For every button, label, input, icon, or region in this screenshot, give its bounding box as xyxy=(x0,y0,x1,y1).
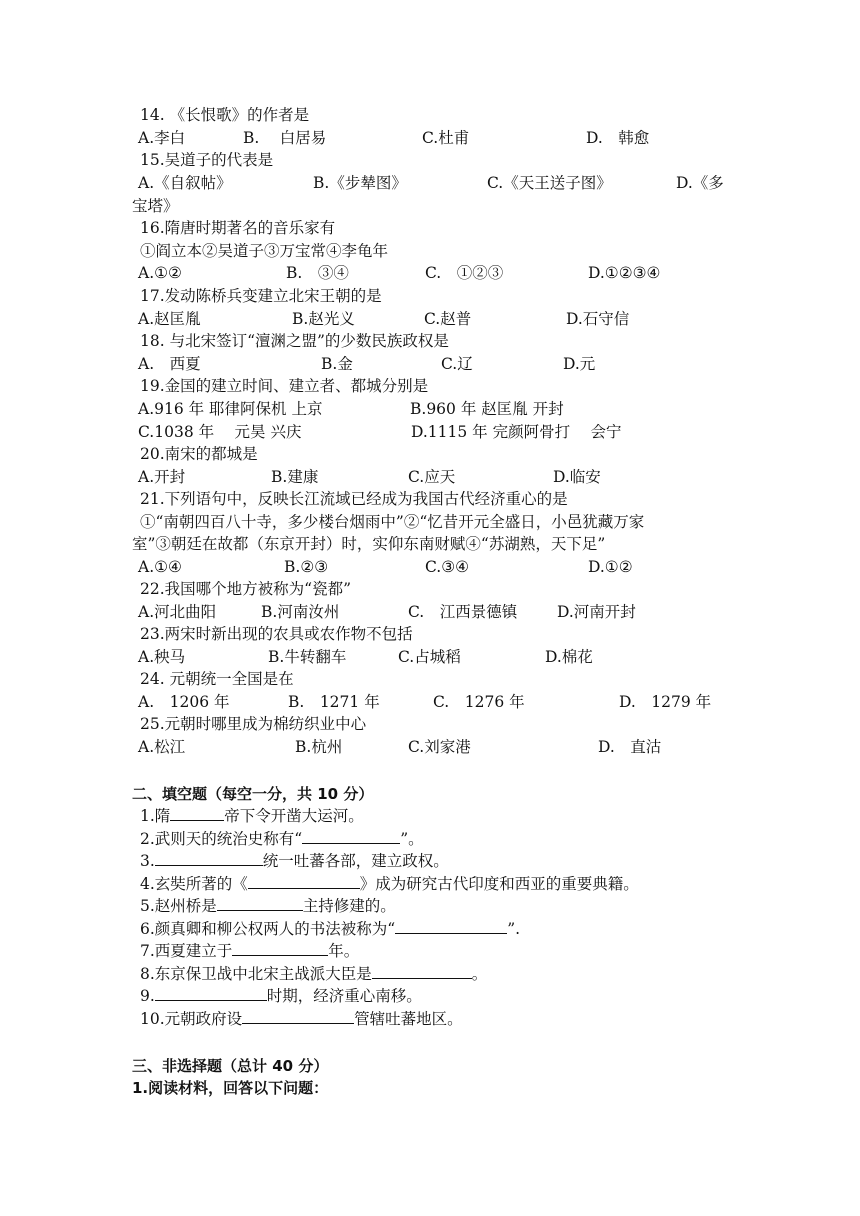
fill-9 xyxy=(140,985,422,1007)
section-2-title: 二、填空题（每空一分，共 10 分） xyxy=(132,785,374,803)
question-15-option-a: A.《自叙帖》 xyxy=(138,174,232,192)
fill-3-text-after: 统一吐蕃各部，建立政权。 xyxy=(262,852,449,870)
question-23-option-c: C.占城稻 xyxy=(398,648,461,666)
section-3-title: 三、非选择题（总计 40 分） xyxy=(132,1057,329,1075)
fill-4-text-before: 4.玄奘所著的《 xyxy=(140,875,248,893)
fill-9-text-before: 9. xyxy=(140,987,155,1005)
fill-10-text-after: 管辖吐蕃地区。 xyxy=(354,1010,463,1028)
fill-2-text-before: 2.武则天的统治史称有“ xyxy=(140,830,303,848)
question-23-option-b: B.牛转翻车 xyxy=(268,648,347,666)
fill-8-text-before: 8.东京保卫战中北宋主战派大臣是 xyxy=(140,965,372,983)
fill-2-text-after: ”。 xyxy=(400,830,424,848)
question-19-option-b: B.960 年 赵匡胤 开封 xyxy=(410,400,564,418)
question-20-option-d: D.临安 xyxy=(553,468,601,486)
question-20-option-b: B.建康 xyxy=(271,468,319,486)
question-14-stem: 14. 《长恨歌》的作者是 xyxy=(140,106,310,124)
fill-9-blank[interactable] xyxy=(155,985,267,1001)
question-21-option-a: A.①④ xyxy=(138,558,182,576)
fill-8-text-after: 。 xyxy=(471,965,488,983)
question-20-stem: 20.南宋的都城是 xyxy=(140,445,258,463)
fill-10-text-before: 10.元朝政府设 xyxy=(140,1010,243,1028)
question-14-option-a: A.李白 xyxy=(138,129,186,147)
fill-5-text-after: 主持修建的。 xyxy=(302,897,396,915)
fill-10-blank[interactable] xyxy=(242,1008,354,1024)
question-24-stem: 24. 元朝统一全国是在 xyxy=(140,670,294,688)
question-24-option-c: C. 1276 年 xyxy=(433,693,525,711)
fill-7-text-after: 年。 xyxy=(328,942,360,960)
question-19-option-d: D.1115 年 完颜阿骨打 会宁 xyxy=(411,423,622,441)
question-25-option-a: A.松江 xyxy=(138,738,186,756)
question-17-stem: 17.发动陈桥兵变建立北宋王朝的是 xyxy=(140,287,382,305)
question-19-option-c: C.1038 年 元昊 兴庆 xyxy=(138,423,302,441)
fill-5-blank[interactable] xyxy=(217,895,303,911)
fill-3-text-before: 3. xyxy=(140,852,155,870)
question-25-option-b: B.杭州 xyxy=(295,738,343,756)
question-21-option-c: C.③④ xyxy=(425,558,470,576)
fill-2 xyxy=(140,828,424,850)
question-18-stem: 18. 与北宋签订“澶渊之盟”的少数民族政权是 xyxy=(140,332,449,350)
question-15-option-b: B.《步辇图》 xyxy=(313,174,407,192)
fill-2-blank[interactable] xyxy=(302,828,400,844)
section-3-question-1: 1.阅读材料，回答以下问题： xyxy=(132,1079,329,1097)
fill-4 xyxy=(140,873,639,895)
fill-6-text-before: 6.颜真卿和柳公权两人的书法被称为“ xyxy=(140,920,396,938)
fill-4-text-after: 》成为研究古代印度和西亚的重要典籍。 xyxy=(359,875,639,893)
question-17-option-b: B.赵光义 xyxy=(292,310,355,328)
fill-8-blank[interactable] xyxy=(372,963,472,979)
fill-6-text-after: ”. xyxy=(507,920,521,938)
question-23-stem: 23.两宋时新出现的农具或农作物不包括 xyxy=(140,625,413,643)
question-23-option-d: D.棉花 xyxy=(545,648,593,666)
question-21-option-d: D.①② xyxy=(588,558,633,576)
question-23-option-a: A.秧马 xyxy=(138,648,186,666)
fill-1-blank[interactable] xyxy=(170,805,224,821)
question-19-stem: 19.金国的建立时间、建立者、都城分别是 xyxy=(140,377,429,395)
question-24-option-d: D. 1279 年 xyxy=(619,693,712,711)
fill-7-text-before: 7.西夏建立于 xyxy=(140,942,233,960)
question-22-stem: 22.我国哪个地方被称为“瓷都” xyxy=(140,580,351,598)
question-15-stem: 15.吴道子的代表是 xyxy=(140,151,274,169)
question-19-option-a: A.916 年 耶律阿保机 上京 xyxy=(138,400,323,418)
question-22-option-c: C. 江西景德镇 xyxy=(408,603,518,621)
question-14-option-c: C.杜甫 xyxy=(422,129,470,147)
fill-8 xyxy=(140,963,487,985)
fill-7 xyxy=(140,940,359,962)
question-17-option-a: A.赵匡胤 xyxy=(138,310,201,328)
question-25-stem: 25.元朝时哪里成为棉纺织业中心 xyxy=(140,715,367,733)
question-17-option-d: D.石守信 xyxy=(566,310,630,328)
question-25-option-c: C.刘家港 xyxy=(408,738,471,756)
question-17-option-c: C.赵普 xyxy=(424,310,472,328)
question-16-option-a: A.①② xyxy=(138,264,182,282)
question-16-stem: 16.隋唐时期著名的音乐家有 xyxy=(140,219,336,237)
fill-6-blank[interactable] xyxy=(395,918,507,934)
question-18-option-a: A. 西夏 xyxy=(138,355,201,373)
question-14-option-b: B. 白居易 xyxy=(243,129,327,147)
fill-10 xyxy=(140,1008,463,1030)
question-15-option-d-wrap: 宝塔》 xyxy=(132,197,179,215)
fill-6 xyxy=(140,918,520,940)
question-16-option-b: B. ③④ xyxy=(286,264,349,282)
question-20-option-c: C.应天 xyxy=(408,468,456,486)
question-18-option-d: D.元 xyxy=(563,355,596,373)
fill-4-blank[interactable] xyxy=(248,873,360,889)
question-16-option-d: D.①②③④ xyxy=(588,264,661,282)
question-16-items: ①阎立本②吴道子③万宝常④李龟年 xyxy=(140,242,389,260)
fill-5-text-before: 5.赵州桥是 xyxy=(140,897,217,915)
fill-7-blank[interactable] xyxy=(232,940,328,956)
question-21-statements-line1: ①“南朝四百八十寺，多少楼台烟雨中”②“忆昔开元全盛日，小邑犹藏万家 xyxy=(140,513,645,531)
question-22-option-b: B.河南汝州 xyxy=(261,603,340,621)
question-22-option-d: D.河南开封 xyxy=(557,603,636,621)
question-15-option-c: C.《天王送子图》 xyxy=(487,174,612,192)
fill-3 xyxy=(140,850,449,872)
question-21-option-b: B.②③ xyxy=(284,558,329,576)
fill-5 xyxy=(140,895,396,917)
question-18-option-c: C.辽 xyxy=(441,355,473,373)
question-24-option-b: B. 1271 年 xyxy=(288,693,380,711)
fill-3-blank[interactable] xyxy=(155,850,263,866)
question-24-option-a: A. 1206 年 xyxy=(138,693,230,711)
question-21-stem: 21.下列语句中，反映长江流域已经成为我国古代经济重心的是 xyxy=(140,490,568,508)
fill-1-text-before: 1.隋 xyxy=(140,807,171,825)
question-25-option-d: D. 直沽 xyxy=(598,738,662,756)
question-18-option-b: B.金 xyxy=(321,355,353,373)
question-20-option-a: A.开封 xyxy=(138,468,186,486)
fill-1 xyxy=(140,805,364,827)
question-14-option-d: D. 韩愈 xyxy=(586,129,650,147)
question-16-option-c: C. ①②③ xyxy=(425,264,504,282)
fill-9-text-after: 时期，经济重心南移。 xyxy=(266,987,422,1005)
fill-1-text-after: 帝下令开凿大运河。 xyxy=(224,807,364,825)
question-21-statements-line2: 室”③朝廷在故都（东京开封）时，实仰东南财赋④“苏湖熟，天下足” xyxy=(132,535,606,553)
question-22-option-a: A.河北曲阳 xyxy=(138,603,217,621)
question-15-option-d: D.《多 xyxy=(676,174,724,192)
